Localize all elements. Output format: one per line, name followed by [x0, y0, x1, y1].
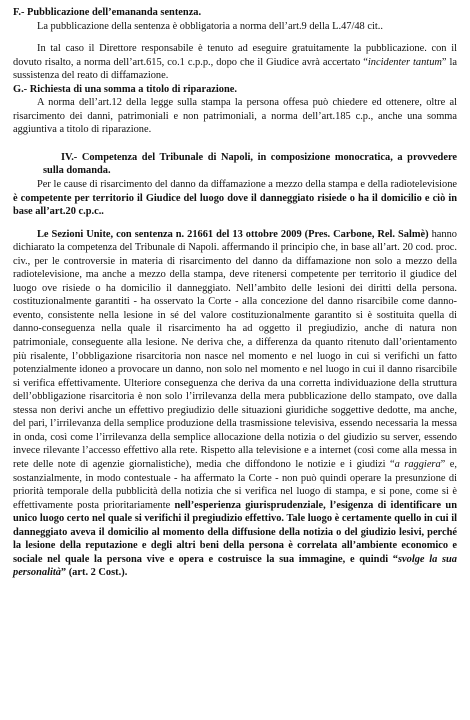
- section-iv-paragraph-2: [13, 228, 457, 580]
- section-f-paragraph-2: [13, 42, 457, 83]
- italic-text: incidenter tantum: [367, 56, 442, 68]
- section-iv-heading: IV.- Competenza del Tribunale di Napoli, in composizione monocratica, a provvedere sulla domanda.: [43, 151, 457, 177]
- text-run: ” la sussistenza del reato di diffamazione.: [13, 56, 457, 82]
- section-f-heading: F.- Pubblicazione dell’emananda sentenza.: [13, 7, 202, 18]
- italic-text: a raggiera: [394, 458, 441, 470]
- text-run: In tal caso il Direttore responsabile è tenuto ad eseguire gratuitamente la pubblicazione. con il dovuto risalto, a norma dell’art.615, co.1 c.p.p., dopo che il Giudice avrà accertato “: [13, 43, 457, 68]
- section-g-heading: G.- Richiesta di una somma a titolo di riparazione.: [13, 83, 237, 95]
- section-iv-paragraph-1: [13, 178, 457, 219]
- text-run: Per le cause di risarcimento del danno da diffamazione a mezzo della stampa e della radiotelevisione: [37, 179, 457, 191]
- spacer: [13, 33, 457, 42]
- bold-text: è competente per territorio il Giudice del luogo dove il danneggiato risiede o ha il domicilio e ciò in base all’art.20 c.p.c..: [13, 192, 457, 218]
- bold-text: Le Sezioni Unite, con sentenza n. 21661 del 13 ottobre 2009 (Pres. Carbone, Rel. Salmè): [37, 228, 429, 240]
- spacer: [13, 219, 457, 228]
- bold-text: ” (art. 2 Cost.).: [60, 567, 128, 579]
- text-run: ” e, sostanzialmente, in modo contestuale - ha affermato la Corte - non può quindi operare la presunzione di priorità temporale della pubblicità della notizia che si verifica nel luogo di stampa, e si pone, come si è effettivamente posta prioritariamente: [13, 458, 457, 511]
- bold-text: nell’esperienza giurisprudenziale, l’esigenza di identificare un unico luogo certo nel quale si verifichi il pregiudizio effettivo. Tale luogo è certamente quello in cui il danneggiato aveva il domicilio al momento della diffusione della notizia o del giudizio lesivi, perché la lesione della reputazione e degli altri beni della persona è correlata all’ambiente economico e sociale nel quale la persona vive e opera e costruisce la sua immagine, e quindi “: [13, 499, 457, 565]
- section-g-paragraph-1: A norma dell’art.12 della legge sulla stampa la persona offesa può chiedere ed ottenere, oltre al risarcimento dei danni, patrimoniali e non patrimoniali, a norma dell’art.185 c.p., anche una somma aggiuntiva a titolo di riparazione.: [13, 97, 457, 136]
- bold-italic-text: svolge la sua personalità: [13, 553, 457, 579]
- spacer: [13, 137, 457, 151]
- text-run: hanno dichiarato la competenza del Tribunale di Napoli. affermando il principio che, in base all’art. 20 cod. proc. civ., per le controversie in materia di risarcimento del danno da diffamazione non solo a mezzo della radiotelevisione, ma anche a mezzo della stampa, deve ritenersi competente per territorio il giudice del luogo ove risiede o ha domicilio il danneggiato. Nell’ambito delle lesioni dei diritti della persona. costituzionalmente garantiti - ha osservato la Corte - alla concezione del danno risarcibile come danno-evento, consistente nella lesione in sé del valore costituzionalmente garantito si è sostituita quella di danno-conseguenza nella quale il risarcimento ha ad oggetto il pregiudizio, anche di natura non patrimoniale, conseguente alla lesione. Ne deriva che, a differenza da quanto ritenuto dall’orientamento più risalente, l’obbligazione risarcitoria non nasce nel momento e nel luogo in cui si verifichi un fatto potenzialmente idoneo a provocare un danno, non solo nel momento e nel luogo in cui il danno risarcibile si verifica effettivamente. Ulteriore conseguenza che deriva da una corretta individuazione della struttura dell’obbligazione risarcitoria è non solo l’irrilevanza della mera pubblicazione dello stampato, ove dalla stessa non derivi anche un effettivo pregiudizio delle situazioni giuridiche soggettive dedotte, ma anche, del pari, l’irrilevanza della semplice produzione della trasmissione televisiva, essendo necessaria la messa in onda, così come l’irrilevanza della semplice allocazione della notizia o del giudizio su server, essendo invece rilevante l’accesso effettivo alla rete. Rispetto alla televisione e a internet (così come alla messa in rete delle note di agenzie giornalistiche), media che diffondono le notizie e i giudizi “: [13, 228, 457, 470]
- section-f-paragraph-1: La pubblicazione della sentenza è obbligatoria a norma dell’art.9 della L.47/48 cit..: [37, 20, 383, 32]
